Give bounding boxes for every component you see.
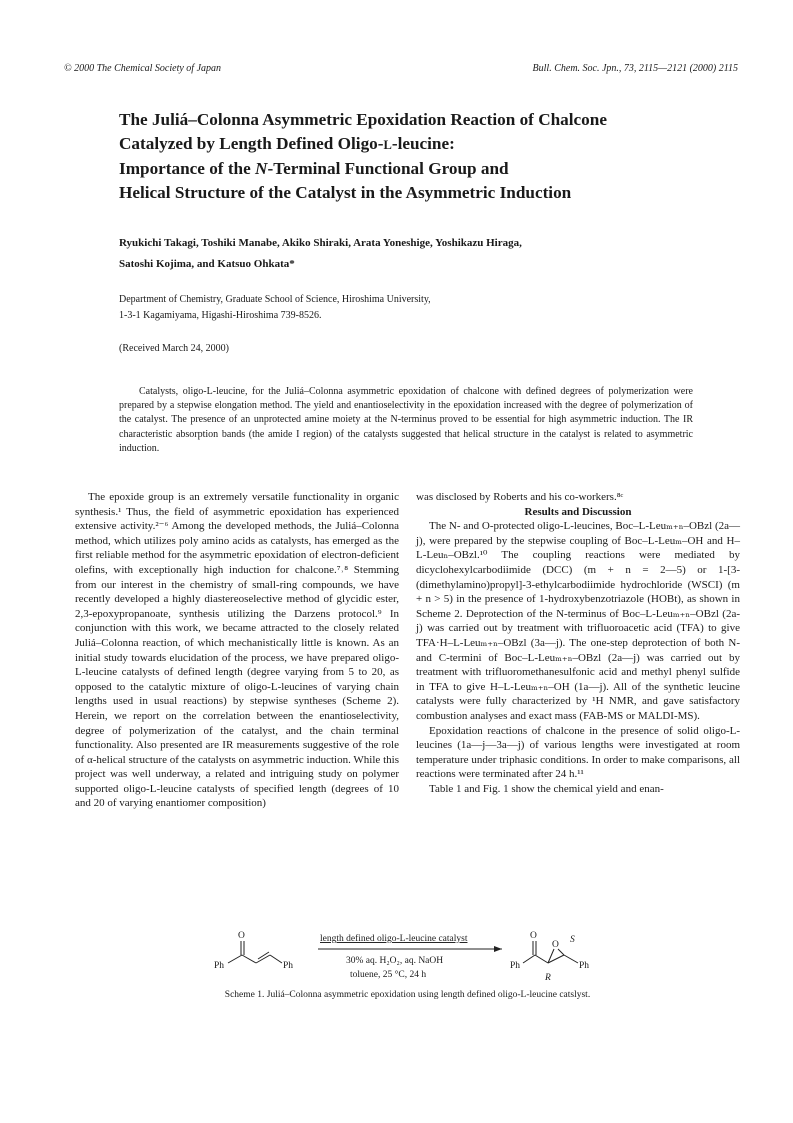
- intro-continuation: was disclosed by Roberts and his co-workers.⁸ᶜ: [416, 491, 624, 503]
- author-line-2: Satoshi Kojima, and Katsuo Ohkata*: [119, 257, 295, 270]
- epoxide-oxygen: O: [552, 940, 559, 950]
- product-ph-left: Ph: [510, 961, 521, 971]
- product-ph-right: Ph: [579, 961, 590, 971]
- author-list: [119, 233, 679, 274]
- body-right-column: [416, 490, 740, 796]
- arrow-label: length defined oligo-L-leucine catalyst: [320, 934, 468, 944]
- reactant-carbonyl-o: O: [238, 931, 245, 941]
- reaction-arrow: [318, 933, 502, 980]
- affiliation-line-1: Department of Chemistry, Graduate School of Science, Hiroshima University,: [119, 294, 431, 305]
- abstract: Catalysts, oligo-L-leucine, for the Juliá–Colonna asymmetric epoxidation of chalcone with defined degrees of polymerization were prepared by a stepwise elongation method. The yield and enantioselectivity in the epoxidation increased with the degree of polymerization of the catalyst. The presence of an unprotected amine moiety at the N-terminus proved to be essential for high asymmetric induction. The IR characteristic absorption bands (the amide I region) of the catalysts suggested that helical structure in the catalyst is related to asymmetric induction.: [119, 386, 693, 454]
- affiliation-line-2: 1-3-1 Kagamiyama, Higashi-Hiroshima 739-8526.: [119, 309, 322, 321]
- stereo-descriptor-r: R: [545, 973, 551, 983]
- conditions-solvent: toluene, 25 °C, 24 h: [350, 970, 427, 980]
- intro-paragraph: The epoxide group is an extremely versatile functionality in organic synthesis.¹ Thus, the field of asymmetric epoxidation has experienced extensive activity.²⁻⁶ Among the developed methods, the Juliá–Colonna method, which utilizes poly amino acids as catalysts, has emerged as the first reliable method for the asymmetric epoxidation of electron-deficient olefins, with exceptionally high induction for chalcone.⁷˒⁸ Stemming from our interest in the chemistry of small-ring compounds, we have recently developed a highly diastereoselective method of glycidic ester, 2,3-epoxypropanoate, synthesis utilizing the Darzens protocol.⁹ In conjunction with this work, we became attracted to the closely related Juliá–Colonna reaction, of which mechanistically little is known. As an initial study towards elucidation of the process, we have prepared oligo-L-leucine catalysts of defined length (degree varying from 5 to 20, as opposed to the catalytic mixture of oligo-L-leucines of varying chain lengths used in usual reactions) by stepwise syntheses (Scheme 2). Herein, we report on the correlation between the enantioselectivity, degree of polymerization of the catalyst, and the chain terminal functionality. Also presented are IR measurements suggestive of the role of α-helical structure of the catalysts on asymmetric induction. While this project was well underway, a related and intriguing study on polymer supported oligo-L-leucine catalysts of specified length (degrees of 10 and 20 of varying enantiomer composition): [75, 491, 399, 810]
- scheme-caption: Scheme 1. Juliá–Colonna asymmetric epoxidation using length defined oligo-L-leucine catslyst.: [224, 990, 591, 1000]
- running-header-copyright: © 2000 The Chemical Society of Japan: [64, 63, 222, 74]
- reactant-ph-right: Ph: [283, 961, 294, 971]
- conditions-reagents: 30% aq. H₂O₂, aq. NaOH: [346, 956, 444, 966]
- results-paragraph-1: The N- and O-protected oligo-L-leucines, Boc–L-Leuₘ₊ₙ–OBzl (2a—j), were prepared by the stepwise coupling of Boc–L-Leuₘ–OH and H–L-Leuₙ–OBzl.¹⁰ The coupling reactions were mediated by dicyclohexylcarbodiimide (DCC) (m + n = 2—5) or 1-[3-(dimethylamino)propyl]-3-ethylcarbodiimide hydrochloride (WSCI) (m + n > 5) in the presence of 1-hydroxybenzotriazole (HOBt), as shown in Scheme 2. Deprotection of the N-terminus of Boc–L-Leuₘ₊ₙ–OBzl (2a-j) was carried out by treatment with trifluoroacetic acid (TFA) to give TFA·H–L-Leuₘ₊ₙ–OBzl (3a—j). The one-step deprotection of both N- and C-termini of Boc–L-Leuₘ₊ₙ–OBzl (2a—j) was carried out by treatment with trifluoromethanesulfonic acid and methyl phenyl sulfide in TFA to give H–L-Leuₘ₊ₙ–OH (1a—j). All of the synthetic leucine catalysts were fully characterized by ¹H NMR, and gave satisfactory combustion analyses and exact mass (FAB-MS or MALDI-MS).: [416, 520, 740, 722]
- title-line-1: The Juliá–Colonna Asymmetric Epoxidation Reaction of Chalcone: [119, 110, 607, 129]
- product-carbonyl-o: O: [530, 931, 537, 941]
- body-left-column: [75, 490, 399, 811]
- results-paragraph-3: Table 1 and Fig. 1 show the chemical yield and enan-: [429, 782, 664, 795]
- author-line-1: Ryukichi Takagi, Toshiki Manabe, Akiko Shiraki, Arata Yoneshige, Yoshikazu Hiraga,: [119, 237, 522, 249]
- title-line-3: Importance of the N-Terminal Functional Group and: [119, 159, 509, 178]
- title-line-2: Catalyzed by Length Defined Oligo-L-leucine:: [119, 134, 455, 153]
- paper-title: [119, 108, 689, 205]
- stereo-descriptor-s: S: [570, 935, 575, 945]
- affiliation: [119, 292, 679, 323]
- chalcone-structure: [214, 931, 293, 971]
- received-date: (Received March 24, 2000): [119, 343, 229, 354]
- results-paragraph-2: Epoxidation reactions of chalcone in the presence of solid oligo-L-leucines (1a—j—3a—j) of various lengths were investigated at room temperature under triphasic conditions. In order to make comparisons, all reactions were terminated after 24 h.¹¹: [416, 724, 740, 781]
- running-header-citation: Bull. Chem. Soc. Jpn., 73, 2115—2121 (2000) 2115: [532, 63, 738, 74]
- reactant-ph-left: Ph: [214, 961, 225, 971]
- scheme-1-reaction: [150, 925, 670, 987]
- title-line-4: Helical Structure of the Catalyst in the Asymmetric Induction: [119, 183, 572, 202]
- epoxide-product-structure: [510, 931, 589, 983]
- section-heading-results: Results and Discussion: [524, 505, 632, 518]
